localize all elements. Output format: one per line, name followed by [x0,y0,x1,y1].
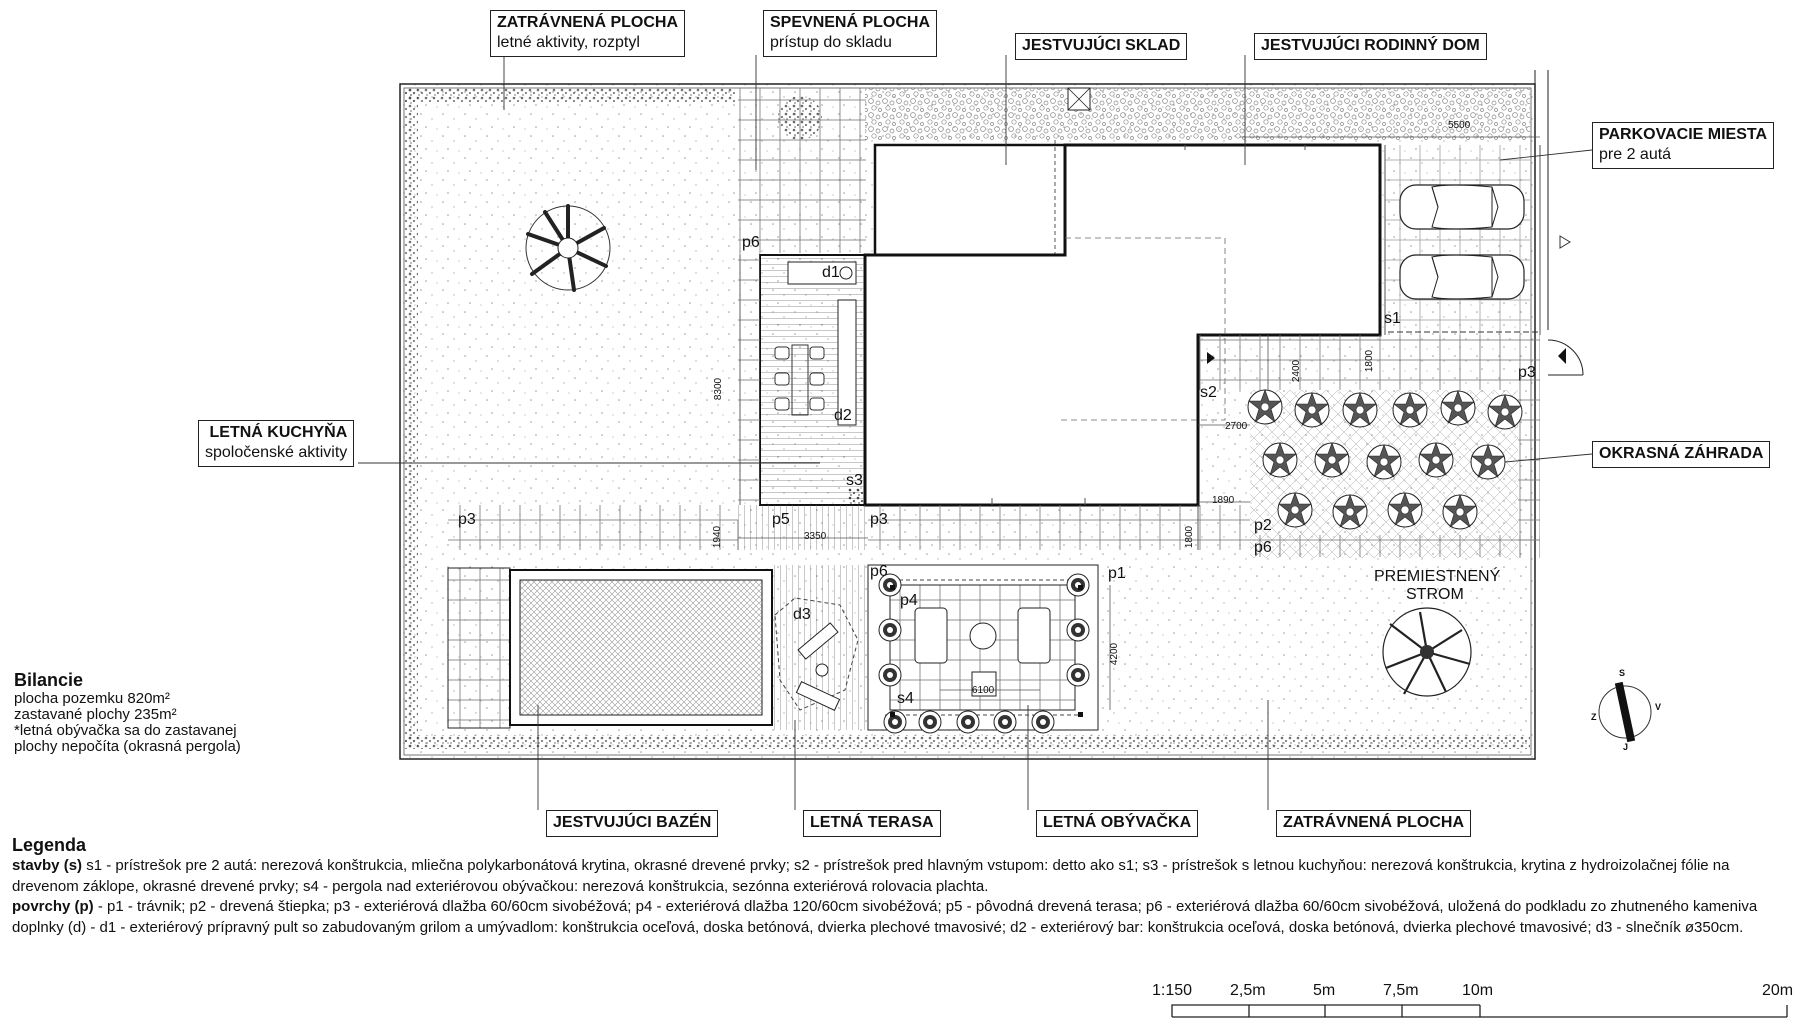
relocated-tree [1383,608,1471,696]
gravel-strip [865,88,1530,140]
balance-line: zastavané plochy 235m² [14,706,177,723]
scale-mark-7-5m: 7,5m [1383,982,1419,999]
callout-title: ZATRÁVNENÁ PLOCHA [1283,814,1465,831]
label-p5: p5 [772,511,790,528]
dim-1800-a: 1800 [1364,349,1376,373]
label-s4: s4 [897,690,914,707]
callout-title: OKRASNÁ ZÁHRADA [1599,445,1764,462]
callout-title: JESTVUJÚCI SKLAD [1022,37,1181,54]
legend-povrchy-text: - p1 - trávnik; p2 - drevená štiepka; p3 - exteriérová dlažba 60/60cm sivobéžová; p4 - exteriérová dlažba 120/60cm sivobéžová; p5 - pôvodná drevená terasa; p6 - exteriérová dlažba 60/60cm sivobéžová, uložená do podkladu zo zhutneného kameniva [93,898,1758,915]
label-p2: p2 [1254,517,1272,534]
callout-storage [1015,33,1187,60]
label-p4: p4 [900,592,918,609]
summer-terrace [772,565,867,730]
scale-mark-20m: 20m [1762,982,1794,999]
dim-2700: 2700 [1225,421,1248,432]
scale-mark-5m: 5m [1313,982,1336,999]
callout-paved-area [763,10,937,57]
legend-povrchy-label: povrchy (p) [12,898,94,915]
callout-lawn-top [490,10,685,57]
compass-w: Z [1591,712,1597,722]
dim-5500: 5500 [1448,120,1471,131]
callout-terrace [803,810,941,837]
dim-1800-b: 1800 [1184,525,1196,549]
scale-mark-2-5m: 2,5m [1230,982,1266,999]
decorative-garden [1248,390,1540,558]
label-p1: p1 [1108,565,1126,582]
compass-e: V [1655,702,1662,712]
dim-6100: 6100 [972,685,995,696]
label-s3: s3 [846,472,863,489]
callout-title: PARKOVACIE MIESTA [1599,126,1768,143]
label-d3: d3 [793,606,811,623]
balance-block [14,669,241,755]
dim-4200: 4200 [1109,642,1121,666]
carport-s1 [1385,145,1540,335]
callout-title: JESTVUJÚCI RODINNÝ DOM [1261,37,1480,54]
callout-living-room [1036,810,1198,837]
legend-povrchy [12,897,1787,918]
tree-near-storage [778,96,822,140]
callout-subtitle: prístup do skladu [770,34,892,51]
label-s1: s1 [1384,310,1401,327]
dim-1940: 1940 [712,525,724,549]
dim-3350: 3350 [804,531,827,542]
callout-summer-kitchen [198,420,354,467]
paved-band [448,505,1250,550]
callout-title: LETNÁ TERASA [810,814,934,831]
callout-parking [1592,122,1774,169]
balance-line: plocha pozemku 820m² [14,690,170,707]
label-p6-terrace: p6 [870,563,888,580]
legend-block [12,834,1787,938]
pool [448,568,772,728]
label-d1: d1 [822,264,840,281]
callout-subtitle: spoločenské aktivity [205,444,348,461]
north-arrow [1599,682,1651,742]
callout-title: JESTVUJÚCI BAZÉN [553,814,712,831]
callout-lawn-bottom [1276,810,1471,837]
legend-doplnky: doplnky (d) - d1 - exteriérový prípravný pult so zabudovaným grilom a umývadlom: konštrukcia oceľová, doska betónová, dvierka plechové tmavosivé; d2 - exteriérový bar: konštrukcia oceľová, doska betónová, dvierka plechové tmavosivé; d3 - slnečník ø350cm. [12,918,1744,936]
legend-stavby-text: s1 - prístrešok pre 2 autá: nerezová konštrukcia, mliečna polykarbonátová krytina, okrasné drevené prvky; s2 - prístrešok pred hlavným vstupom: detto ako s1; s3 - prístrešok s letnou kuchyňou: nerezová konštrukcia, krytina z hydroizolačnej fólie na drevenom záklope, okrasné drevené prvky; s4 - pergola nad exteriérovou obývačkou: nerezová konštrukcia, sezónna exteriérová rolovacia plachta. [12,857,1730,895]
balance-line: *letná obývačka sa do zastavanej [14,722,237,739]
callout-house [1254,33,1487,60]
site-entrance-gate [1548,236,1583,375]
label-p6: p6 [742,234,760,251]
dim-1890: 1890 [1212,495,1235,506]
callout-title: SPEVNENÁ PLOCHA [770,14,931,31]
legend-title: Legenda [12,835,87,855]
compass-n: S [1619,668,1626,678]
callout-decorative-garden [1592,441,1770,468]
callout-title: LETNÁ KUCHYŇA [209,424,348,441]
callout-subtitle: pre 2 autá [1599,146,1672,163]
callout-pool [546,810,718,837]
label-p6-garden: p6 [1254,539,1272,556]
label-d2: d2 [834,407,852,424]
legend-stavby [12,856,1787,897]
label-p3-entrance: p3 [1518,364,1536,381]
balance-title: Bilancie [14,670,84,690]
scale-bar [1172,1005,1787,1017]
callout-subtitle: letné aktivity, rozptyl [497,34,640,51]
callout-title: ZATRÁVNENÁ PLOCHA [497,14,679,31]
legend-stavby-label: stavby (s) [12,857,83,874]
scale-ratio: 1:150 [1152,982,1193,999]
summer-kitchen-s3 [738,253,865,505]
label-p3-mid: p3 [870,511,888,528]
label-s2: s2 [1200,384,1217,401]
dim-8300: 8300 [713,377,725,401]
label-p3-left: p3 [458,511,476,528]
dim-2400: 2400 [1291,359,1303,383]
label-tree: PREMIESTNENÝ [1374,568,1501,585]
scale-mark-10m: 10m [1462,982,1494,999]
callout-title: LETNÁ OBÝVAČKA [1043,814,1192,831]
compass-s: J [1623,742,1629,752]
balance-line: plochy nepočíta (okrasná pergola) [14,738,241,755]
label-tree-2: STROM [1406,586,1464,603]
